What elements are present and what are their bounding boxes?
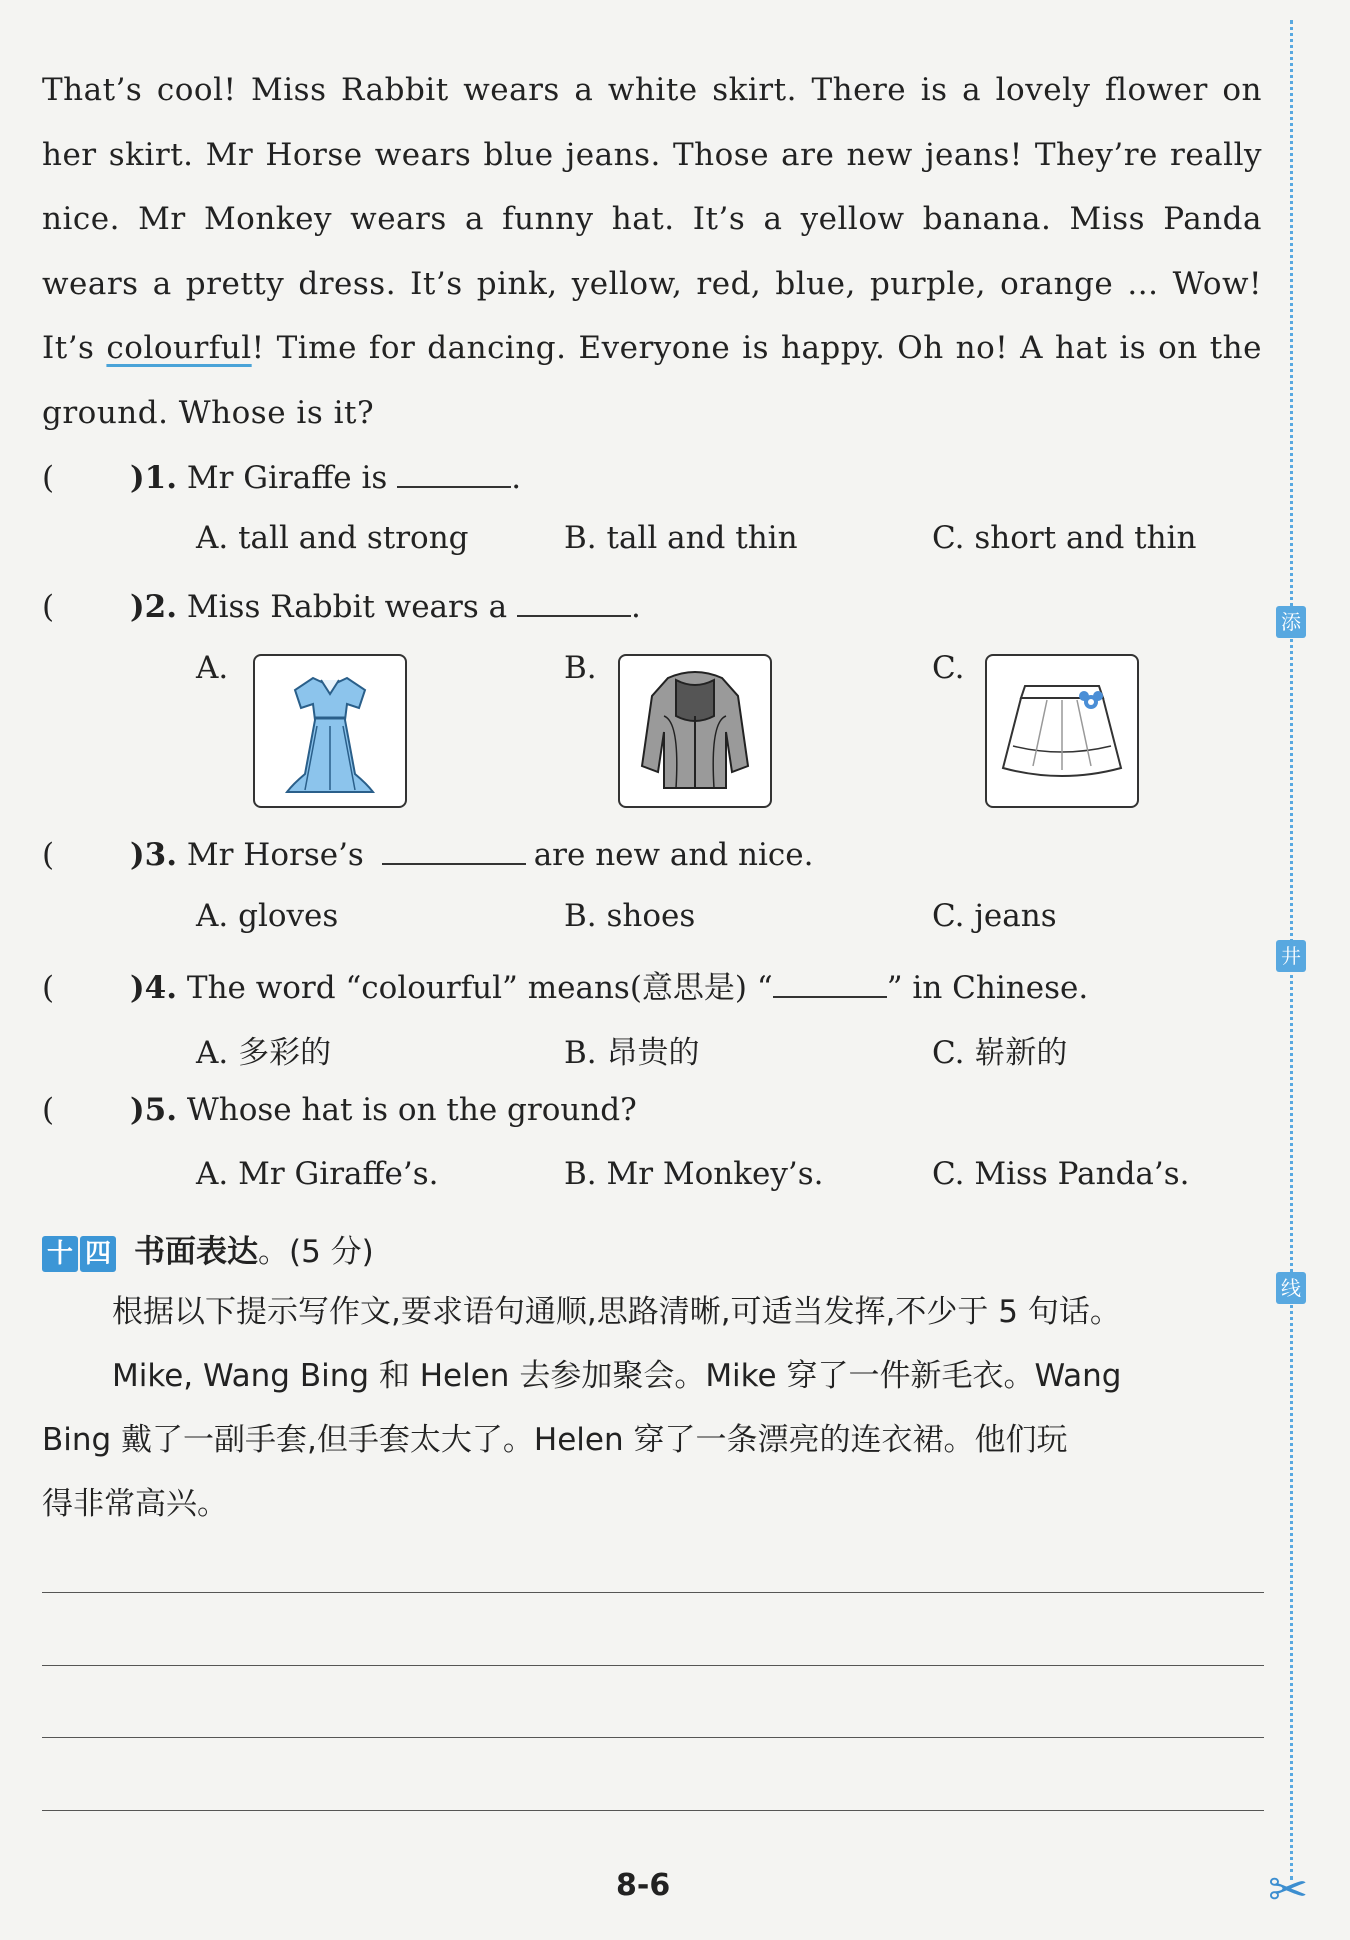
dress-icon	[255, 656, 405, 806]
question-text-after: are new and nice.	[533, 837, 814, 873]
option-c[interactable]: C. Miss Panda’s.	[932, 1156, 1190, 1192]
writing-prompt-line2: Bing 戴了一副手套,但手套太大了。Helen 穿了一条漂亮的连衣裙。他们玩	[42, 1422, 1068, 1458]
option-a[interactable]: A. gloves	[196, 898, 339, 934]
jacket-picture[interactable]	[618, 654, 772, 808]
answer-paren[interactable]: (	[42, 460, 55, 496]
section-heading	[42, 1226, 374, 1272]
question-text-after: ” in Chinese.	[886, 970, 1089, 1006]
question-4	[42, 962, 1088, 1007]
cut-tab: 井	[1276, 940, 1306, 972]
option-a[interactable]: A. tall and strong	[196, 520, 469, 556]
section-badge: 十	[42, 1236, 78, 1272]
question-3	[42, 833, 814, 873]
dress-picture[interactable]	[253, 654, 407, 808]
question-5	[42, 1092, 637, 1128]
answer-paren[interactable]: (	[42, 589, 55, 625]
question-text: The word “colourful” means(意思是) “	[186, 970, 773, 1006]
cut-tab: 线	[1276, 1272, 1306, 1304]
writing-line[interactable]	[42, 1665, 1264, 1666]
answer-blank[interactable]	[397, 456, 511, 488]
writing-prompt-line1: Mike, Wang Bing 和 Helen 去参加聚会。Mike 穿了一件新毛衣。Wang	[112, 1358, 1122, 1394]
question-number: )1.	[130, 460, 178, 496]
cut-tab: 添	[1276, 606, 1306, 638]
passage-text-1: That’s cool! Miss Rabbit wears a white skirt. There is a lovely flower on her skirt. Mr Horse wears blue jeans. Those are new jeans! They’re really nice. Mr Monkey wears a funny hat. It’s a yellow banana. Miss Panda wears a pretty dress. It’s pink, yellow, red, blue, purple, orange ... Wow! It’s	[42, 72, 1262, 366]
jacket-icon	[620, 656, 770, 806]
writing-line[interactable]	[42, 1737, 1264, 1738]
question-number: )5.	[130, 1092, 178, 1128]
question-number: )4.	[130, 970, 178, 1006]
question-text-after: .	[630, 589, 641, 625]
answer-blank[interactable]	[517, 585, 631, 617]
answer-paren[interactable]: (	[42, 837, 55, 873]
option-c[interactable]: C.	[932, 650, 965, 686]
question-text: Mr Horse’s	[186, 837, 364, 873]
option-c[interactable]: C. short and thin	[932, 520, 1197, 556]
question-2	[42, 585, 641, 625]
writing-instruction: 根据以下提示写作文,要求语句通顺,思路清晰,可适当发挥,不少于 5 句话。	[112, 1294, 1121, 1330]
option-b[interactable]: B. Mr Monkey’s.	[564, 1156, 824, 1192]
reading-passage	[42, 58, 1262, 445]
question-1	[42, 456, 521, 496]
option-b[interactable]: B. shoes	[564, 898, 696, 934]
skirt-icon	[987, 656, 1137, 806]
question-text: Mr Giraffe is	[186, 460, 388, 496]
writing-line[interactable]	[42, 1592, 1264, 1593]
question-text: Whose hat is on the ground?	[186, 1092, 637, 1128]
option-b[interactable]: B.	[564, 650, 597, 686]
section-badge: 四	[80, 1236, 116, 1272]
writing-line[interactable]	[42, 1810, 1264, 1811]
writing-prompt-line3: 得非常高兴。	[42, 1486, 228, 1522]
option-c[interactable]: C. jeans	[932, 898, 1057, 934]
answer-paren[interactable]: (	[42, 1092, 55, 1128]
option-c[interactable]: C. 崭新的	[932, 1035, 1068, 1071]
option-a[interactable]: A. Mr Giraffe’s.	[196, 1156, 439, 1192]
section-title: 书面表达	[134, 1234, 258, 1270]
passage-text-2: ! Time for dancing. Everyone is happy. Oh no! A hat is on the ground. Whose is it?	[42, 330, 1262, 431]
option-b[interactable]: B. 昂贵的	[564, 1035, 700, 1071]
skirt-picture[interactable]	[985, 654, 1139, 808]
underlined-word: colourful	[106, 330, 252, 366]
question-text-after: .	[511, 460, 522, 496]
question-text: Miss Rabbit wears a	[186, 589, 508, 625]
answer-blank[interactable]	[382, 833, 526, 865]
option-a[interactable]: A. 多彩的	[196, 1035, 332, 1071]
question-number: )3.	[130, 837, 178, 873]
option-b[interactable]: B. tall and thin	[564, 520, 798, 556]
question-number: )2.	[130, 589, 178, 625]
scissors-icon: ✂	[1268, 1862, 1309, 1918]
answer-paren[interactable]: (	[42, 970, 55, 1006]
option-a[interactable]: A.	[196, 650, 229, 686]
section-score: 。(5 分)	[258, 1234, 374, 1270]
page-number: 8-6	[616, 1868, 671, 1903]
answer-blank[interactable]	[773, 966, 887, 998]
